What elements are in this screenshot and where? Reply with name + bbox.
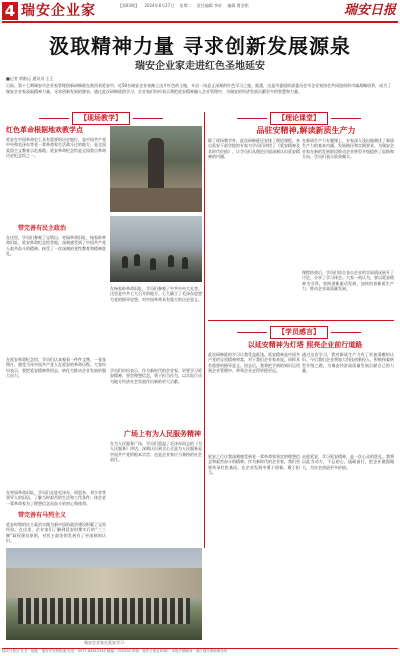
paper-name: 瑞安企业家: [21, 3, 96, 19]
visitor-figure: [122, 256, 128, 268]
middle-article-p2: 学员们纷纷表示，作为新时代的企业家，更要学习延安精神，坚定理想信念，勇于担当作为，以实际行动为地方经济社会发展作出新的更大贡献。: [110, 368, 202, 384]
monument-base: [110, 188, 202, 212]
group-people: [18, 598, 190, 624]
left-article-p4: 在枣园革命旧址，学员们走进毛泽东、周恩来、刘少奇等领导人的旧居，了解当时艰苦的生活和工作条件，体会老一辈革命家为了理想信念而奋斗的初心和使命。: [6, 490, 106, 506]
logo: 瑞安日报: [343, 3, 396, 18]
left-article-p3: 在延安革命纪念馆，学员们认真观看一件件文物、一张张照片，感受当年中国共产党人在延安的革命历程。大家纷纷表示，要把延安精神带回去，转化为推动企业发展的强大动力。: [6, 357, 106, 378]
left-article-p1: 延安在中国革命史上具有重要的历史地位，是中国共产党中央和毛泽东等老一辈革命家生活战斗过的地方，是全国爱国主义教育示范基地。延安革命纪念馆是全国重点革命历史纪念馆之一。: [6, 137, 106, 158]
left-subheading-2: 带完善有马列主义: [18, 512, 67, 519]
editor: 责任编辑 李轩: [196, 3, 223, 8]
building-backdrop: [6, 568, 202, 598]
left-article-p5: 延安时期的民主政治实践为新中国的政治建设积累了宝贵经验。在这里，企业家们了解到延安时期实行的“三三制”政权建设原则，对民主政治的发展有了更深刻的认识。: [6, 522, 106, 543]
visitor-figure: [168, 255, 174, 267]
photo-caption: 瑞安企业家在延安学习: [84, 640, 124, 645]
edition: 【第83期】: [118, 3, 140, 8]
right-top-heading: 品驻安精神,解读新质生产力: [256, 126, 356, 135]
left-subheading-1: 带完善有民主政治: [18, 225, 67, 232]
left-article-p2: 在这里，学员们参观了宝塔山、枣园革命旧址、杨家岭革命旧址、延安革命纪念馆等地，深刻感受到了中国共产党人艰苦奋斗的精神，接受了一次深刻的党性教育和精神洗礼。: [6, 235, 106, 256]
date: 2024年8月27日: [144, 3, 175, 8]
right-bottom-p4: 走进延安，学习延安精神，是一次心灵的洗礼。我将以此为动力，不忘初心，砥砺前行，把企业做强做大，为社会创造更多价值。: [302, 454, 394, 470]
section-banner-student-thoughts: 【学员感言】: [270, 326, 328, 339]
page-number: 4: [2, 2, 18, 20]
designer: 编辑 曹金铭: [227, 3, 249, 8]
middle-article-heading: 广场上有为人民服务精神: [124, 430, 201, 438]
right-bottom-p1: 此次研修班的学习让我受益匪浅。延安精神是中国共产党的宝贵精神财富，对于我们企业家来说，同样具有重要的指导意义。回去后，我将把学到的知识运用到企业管理中，带领企业走得更稳更远。: [208, 352, 300, 373]
right-top-p1: 除了现场教学外，此次研修班还安排了理论课程。来自延安干部学院的专家为学员们讲授了《延安精神及其时代价值》，让学员们从理论层面深刻认识延安精神的内涵。: [208, 138, 300, 159]
page-subtitle: 瑞安企业家走进红色圣地延安: [135, 61, 265, 72]
statue-figure: [148, 138, 164, 188]
right-divider: [208, 320, 394, 321]
lead-paragraph: 日前，第十七期瑞安市企业家管理创新研修班在陕西省延安市，近50名瑞安企业家踏上这片红色的土地，开启一场意义深刻的红色学习之旅。据悉，这是市委组织部委员会市企业家协会共同组织的市属战略培养，成为了瑞安企业家汲取精神力量，寻求创新发展的源泉，通过此次研修班的学习，企业家们纷纷表示将把延安精神融入企业管理中，为瑞安的经济发展贡献更多的智慧和力量。: [6, 83, 392, 94]
photo-monument: [110, 126, 202, 212]
right-bottom-p2: 延安之行让我深刻感受到老一辈革命家坚定的理想信念和艰苦奋斗的精神。作为新时代的企业家，我们更要传承红色基因，在企业发展中勇于创新，敢于担当。: [208, 454, 300, 475]
visitor-figure: [150, 258, 156, 270]
weekday: 星期二: [179, 3, 192, 8]
photo-museum-visit: [110, 216, 202, 282]
right-top-p2: 在新质生产力专题课上，专家深入浅出地阐述了新质生产力的基本内涵、发展路径和实践要求，为瑞安企业家在新的发展阶段推动企业转型升级提供了思路和方向。学员们表示收获颇丰。: [302, 138, 394, 159]
middle-article-p3: 在为人民服务广场，学员们重温了毛泽东同志的《为人民服务》讲话，深刻认识到全心全意为人民服务是中国共产党的根本宗旨，也是企业家应当秉持的社会责任。: [110, 441, 202, 462]
page-title: 汲取精神力量 寻求创新发展源泉: [49, 34, 351, 58]
photo-group: [6, 548, 202, 640]
visitor-figure: [134, 254, 140, 266]
right-bottom-p3: 通过这次学习，我对新质生产力有了更加清晰的认识。今后我们企业将加大科技创新投入，积极探索转型升级之路，为瑞安经济高质量发展贡献自己的力量。: [302, 352, 394, 373]
right-bottom-heading: 以延安精神为灯塔 照亮企业前行道路: [247, 341, 363, 349]
header-rule: [2, 21, 398, 23]
masthead: [0, 0, 400, 22]
section-banner-field-teaching: 【现场教学】: [72, 112, 130, 125]
right-top-p3: 课程结束后，学员们结合各自企业的实际情况展开了讨论，分享了学习体会。大家一致认为，要以延安精神为引领，坚持创新驱动发展，加快培育新质生产力，推动企业高质量发展。: [302, 270, 394, 291]
visitor-figure: [182, 257, 188, 269]
issue-meta: [118, 3, 253, 9]
left-article-heading: 红色革命根据地欢教学点: [6, 126, 83, 134]
section-banner-theory-class: 【理论课堂】: [270, 112, 328, 125]
byline: ■记者 黄皓运 通讯员 王王: [6, 76, 54, 81]
column-divider: [204, 112, 205, 548]
footer-info: 瑞安日报社·社长：地址：瑞安市安阳街道 电话：0577-65812345 邮编：325200 印刷：瑞安日报社印刷厂 本报法律顾问：浙江瑞安律师事务所: [2, 648, 398, 654]
middle-article-p1: 在杨家岭革命旧址，学员们参观了中共中央大礼堂，这里是中共七大召开的地方。七大确立了毛泽东思想为党的指导思想，对中国革命具有重大的历史意义。: [110, 286, 202, 302]
